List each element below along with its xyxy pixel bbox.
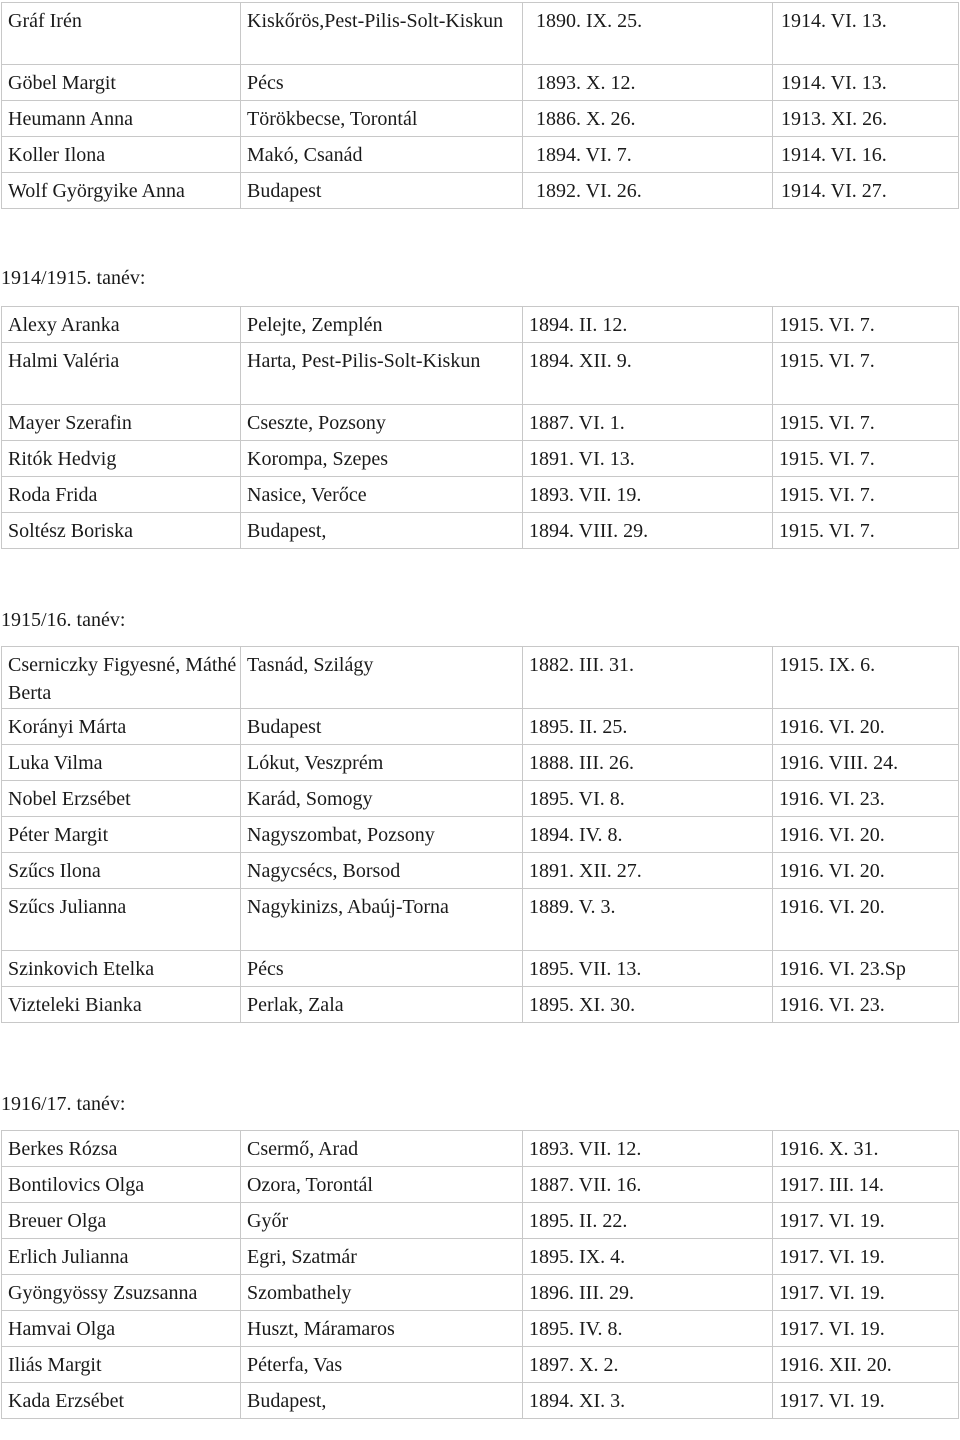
table-section-1: [1, 2, 958, 209]
table-row: [2, 817, 959, 853]
name-cell: Iliás Margit: [2, 1347, 241, 1383]
name-cell: Hamvai Olga: [2, 1311, 241, 1347]
table-row: [2, 853, 959, 889]
birth-date-cell: 1890. IX. 25.: [523, 3, 773, 65]
name-cell: Halmi Valéria: [2, 343, 241, 405]
name-cell: Mayer Szerafin: [2, 405, 241, 441]
name-cell: Erlich Julianna: [2, 1239, 241, 1275]
section-heading: 1914/1915. tanév:: [1, 267, 146, 289]
table-row: [2, 513, 959, 549]
name-cell: Cserniczky Figyesné, Máthé Berta: [2, 647, 241, 709]
place-cell: Péterfa, Vas: [241, 1347, 523, 1383]
name-cell: Breuer Olga: [2, 1203, 241, 1239]
place-cell: Törökbecse, Torontál: [241, 101, 523, 137]
birth-date-cell: 1895. VI. 8.: [523, 781, 773, 817]
name-cell: Soltész Boriska: [2, 513, 241, 549]
name-cell: Kada Erzsébet: [2, 1383, 241, 1419]
name-cell: Bontilovics Olga: [2, 1167, 241, 1203]
place-cell: Nagykinizs, Abaúj-Torna: [241, 889, 523, 951]
table-section-4: [1, 1130, 958, 1419]
table-row: [2, 1311, 959, 1347]
place-cell: Egri, Szatmár: [241, 1239, 523, 1275]
table-row: [2, 137, 959, 173]
place-cell: Budapest,: [241, 513, 523, 549]
date-cell: 1915. VI. 7.: [773, 477, 959, 513]
birth-date-cell: 1897. X. 2.: [523, 1347, 773, 1383]
name-cell: Korányi Márta: [2, 709, 241, 745]
place-cell: Perlak, Zala: [241, 987, 523, 1023]
table-row: [2, 1239, 959, 1275]
birth-date-cell: 1889. V. 3.: [523, 889, 773, 951]
date-cell: 1914. VI. 13.: [773, 3, 959, 65]
birth-date-cell: 1896. III. 29.: [523, 1275, 773, 1311]
date-cell: 1916. VI. 20.: [773, 889, 959, 951]
table-row: [2, 3, 959, 65]
date-cell: 1917. VI. 19.: [773, 1275, 959, 1311]
table-body-3: [2, 647, 959, 1023]
place-cell: Karád, Somogy: [241, 781, 523, 817]
name-cell: Ritók Hedvig: [2, 441, 241, 477]
name-cell: Luka Vilma: [2, 745, 241, 781]
date-cell: 1915. VI. 7.: [773, 513, 959, 549]
date-cell: 1917. VI. 19.: [773, 1239, 959, 1275]
birth-date-cell: 1894. VIII. 29.: [523, 513, 773, 549]
table-body-2: [2, 307, 959, 549]
table-row: [2, 173, 959, 209]
place-cell: Pécs: [241, 65, 523, 101]
date-cell: 1916. VI. 20.: [773, 709, 959, 745]
date-cell: 1913. XI. 26.: [773, 101, 959, 137]
name-cell: Szűcs Julianna: [2, 889, 241, 951]
table-row: [2, 101, 959, 137]
name-cell: Szinkovich Etelka: [2, 951, 241, 987]
section-heading: 1915/16. tanév:: [1, 609, 126, 631]
table-row: [2, 709, 959, 745]
place-cell: Makó, Csanád: [241, 137, 523, 173]
birth-date-cell: 1894. XI. 3.: [523, 1383, 773, 1419]
birth-date-cell: 1891. XII. 27.: [523, 853, 773, 889]
date-cell: 1915. IX. 6.: [773, 647, 959, 709]
place-cell: Budapest,: [241, 1383, 523, 1419]
place-cell: Nasice, Verőce: [241, 477, 523, 513]
table-row: [2, 1383, 959, 1419]
date-cell: 1917. VI. 19.: [773, 1203, 959, 1239]
birth-date-cell: 1895. VII. 13.: [523, 951, 773, 987]
date-cell: 1914. VI. 13.: [773, 65, 959, 101]
place-cell: Szombathely: [241, 1275, 523, 1311]
place-cell: Nagycsécs, Borsod: [241, 853, 523, 889]
birth-date-cell: 1895. IV. 8.: [523, 1311, 773, 1347]
table-row: [2, 951, 959, 987]
table-row: [2, 343, 959, 405]
place-cell: Csermő, Arad: [241, 1131, 523, 1167]
date-cell: 1914. VI. 16.: [773, 137, 959, 173]
place-cell: Ozora, Torontál: [241, 1167, 523, 1203]
date-cell: 1916. VI. 23.: [773, 987, 959, 1023]
table-section-3: [1, 646, 958, 1023]
table-body-1: [2, 3, 959, 209]
date-cell: 1914. VI. 27.: [773, 173, 959, 209]
place-cell: Budapest: [241, 173, 523, 209]
name-cell: Gráf Irén: [2, 3, 241, 65]
name-cell: Vizteleki Bianka: [2, 987, 241, 1023]
table-row: [2, 1131, 959, 1167]
name-cell: Göbel Margit: [2, 65, 241, 101]
birth-date-cell: 1893. X. 12.: [523, 65, 773, 101]
birth-date-cell: 1894. IV. 8.: [523, 817, 773, 853]
date-cell: 1917. VI. 19.: [773, 1383, 959, 1419]
table-row: [2, 1347, 959, 1383]
date-cell: 1916. XII. 20.: [773, 1347, 959, 1383]
table-row: [2, 987, 959, 1023]
place-cell: Harta, Pest-Pilis-Solt-Kiskun: [241, 343, 523, 405]
date-cell: 1916. X. 31.: [773, 1131, 959, 1167]
place-cell: Pelejte, Zemplén: [241, 307, 523, 343]
name-cell: Koller Ilona: [2, 137, 241, 173]
birth-date-cell: 1893. VII. 12.: [523, 1131, 773, 1167]
place-cell: Nagyszombat, Pozsony: [241, 817, 523, 853]
date-cell: 1915. VI. 7.: [773, 343, 959, 405]
table-row: [2, 889, 959, 951]
name-cell: Roda Frida: [2, 477, 241, 513]
place-cell: Huszt, Máramaros: [241, 1311, 523, 1347]
place-cell: Lókut, Veszprém: [241, 745, 523, 781]
date-cell: 1915. VI. 7.: [773, 441, 959, 477]
name-cell: Szűcs Ilona: [2, 853, 241, 889]
name-cell: Nobel Erzsébet: [2, 781, 241, 817]
birth-date-cell: 1894. VI. 7.: [523, 137, 773, 173]
birth-date-cell: 1886. X. 26.: [523, 101, 773, 137]
name-cell: Wolf Györgyike Anna: [2, 173, 241, 209]
name-cell: Heumann Anna: [2, 101, 241, 137]
date-cell: 1915. VI. 7.: [773, 307, 959, 343]
place-cell: Tasnád, Szilágy: [241, 647, 523, 709]
table-row: [2, 781, 959, 817]
place-cell: Budapest: [241, 709, 523, 745]
table-row: [2, 65, 959, 101]
name-cell: Alexy Aranka: [2, 307, 241, 343]
birth-date-cell: 1891. VI. 13.: [523, 441, 773, 477]
birth-date-cell: 1887. VI. 1.: [523, 405, 773, 441]
birth-date-cell: 1892. VI. 26.: [523, 173, 773, 209]
place-cell: Korompa, Szepes: [241, 441, 523, 477]
date-cell: 1917. VI. 19.: [773, 1311, 959, 1347]
place-cell: Kiskőrös,Pest-Pilis-Solt-Kiskun: [241, 3, 523, 65]
birth-date-cell: 1882. III. 31.: [523, 647, 773, 709]
table-body-4: [2, 1131, 959, 1419]
table-row: [2, 745, 959, 781]
name-cell: Péter Margit: [2, 817, 241, 853]
table-row: [2, 1167, 959, 1203]
name-cell: Gyöngyössy Zsuzsanna: [2, 1275, 241, 1311]
date-cell: 1916. VI. 23.Sp: [773, 951, 959, 987]
date-cell: 1917. III. 14.: [773, 1167, 959, 1203]
place-cell: Cseszte, Pozsony: [241, 405, 523, 441]
birth-date-cell: 1894. II. 12.: [523, 307, 773, 343]
table-row: [2, 441, 959, 477]
table-row: [2, 1275, 959, 1311]
table-section-2: [1, 306, 958, 549]
place-cell: Pécs: [241, 951, 523, 987]
date-cell: 1916. VI. 20.: [773, 853, 959, 889]
date-cell: 1916. VIII. 24.: [773, 745, 959, 781]
birth-date-cell: 1895. II. 25.: [523, 709, 773, 745]
table-row: [2, 477, 959, 513]
name-cell: Berkes Rózsa: [2, 1131, 241, 1167]
birth-date-cell: 1895. II. 22.: [523, 1203, 773, 1239]
table-row: [2, 307, 959, 343]
birth-date-cell: 1895. XI. 30.: [523, 987, 773, 1023]
table-row: [2, 647, 959, 709]
table-row: [2, 405, 959, 441]
section-heading: 1916/17. tanév:: [1, 1093, 126, 1115]
date-cell: 1916. VI. 23.: [773, 781, 959, 817]
birth-date-cell: 1895. IX. 4.: [523, 1239, 773, 1275]
birth-date-cell: 1888. III. 26.: [523, 745, 773, 781]
birth-date-cell: 1893. VII. 19.: [523, 477, 773, 513]
table-row: [2, 1203, 959, 1239]
date-cell: 1916. VI. 20.: [773, 817, 959, 853]
birth-date-cell: 1894. XII. 9.: [523, 343, 773, 405]
place-cell: Győr: [241, 1203, 523, 1239]
birth-date-cell: 1887. VII. 16.: [523, 1167, 773, 1203]
date-cell: 1915. VI. 7.: [773, 405, 959, 441]
